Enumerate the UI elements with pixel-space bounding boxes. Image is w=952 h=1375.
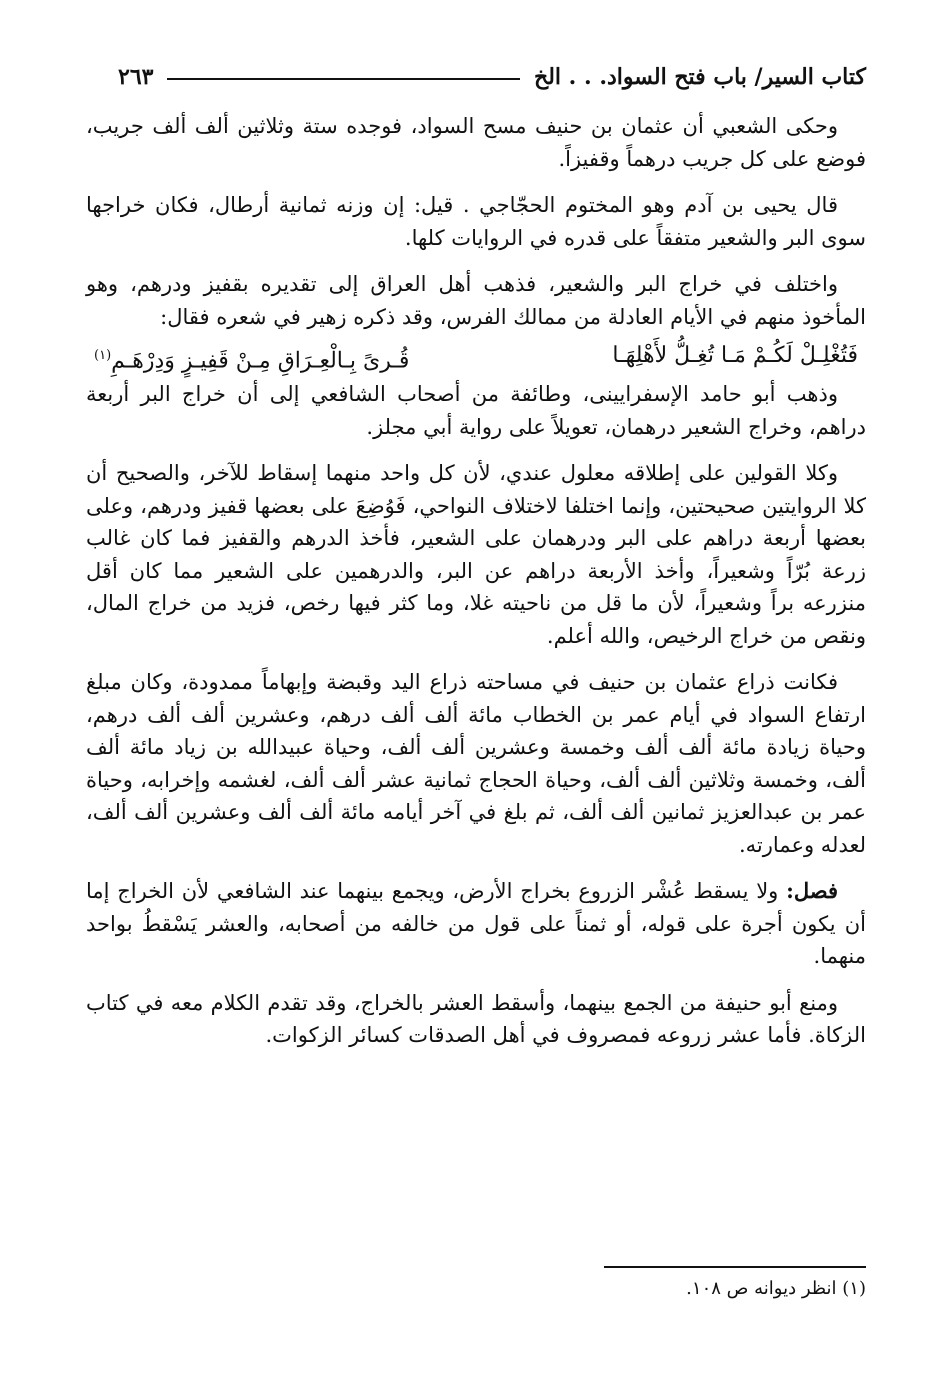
running-header bbox=[118, 60, 866, 94]
footnote-separator bbox=[604, 1266, 866, 1268]
paragraph: قال يحيى بن آدم وهو المختوم الحجّاجي . قيل: إن وزنه ثمانية أرطال، فكان خراجها سوى البر والشعير متفقاً على قدره في الروايات كلها. bbox=[86, 193, 866, 250]
verse-second-text: قُـرىً بِـالْعِـرَاقِ مِـنْ قَفِيـزٍ وَدِرْهَـمِ bbox=[111, 348, 410, 374]
page-number: ٢٦٣ bbox=[118, 64, 154, 90]
paragraph: ومنع أبو حنيفة من الجمع بينهما، وأسقط العشر بالخراج، وقد تقدم الكلام معه في كتاب الزكاة. فأما عشر زروعه فمصروف في أهل الصدقات كسائر الزكوات. bbox=[86, 990, 866, 1048]
main-text bbox=[86, 110, 866, 1066]
fasl-paragraph bbox=[86, 875, 866, 973]
poetry-verse bbox=[86, 339, 866, 378]
paragraph: فكانت ذراع عثمان بن حنيف في مساحته ذراع اليد وقبضة وإبهاماً ممدودة، وكان مبلغ ارتفاع السواد في أيام عمر بن الخطاب مائة ألف ألف درهم، وعشرين ألف ألف درهم، وحياة زيادة مائة ألف ألف وخمسة وعشرين ألف ألف، وحياة عبيدالله بن زياد مائة ألف ألف، وخمسة وثلاثين ألف ألف، وحياة الحجاج ثمانية عشر ألف ألف، لغشمه وإخرابه، وحياة عمر بن عبدالعزيز ثمانين ألف ألف، ثم بلغ في آخر أيامه مائة ألف ألف وعشرين ألف ألف، لعدله وعمارته. bbox=[86, 670, 866, 857]
header-rule bbox=[167, 78, 520, 80]
fasl-text: ولا يسقط عُشْر الزروع بخراج الأرض، ويجمع بينهما عند الشافعي لأن الخراج إما أن يكون أجرة على قوله، أو ثمناً على قول من خالفه من أصحابه، والعشر يَسْقطُ بواحد منهما. bbox=[86, 879, 866, 969]
footnote: (١) انظر ديوانه ص ١٠٨. bbox=[686, 1278, 866, 1299]
fasl-label: فصل: bbox=[786, 878, 838, 904]
paragraph: وحكى الشعبي أن عثمان بن حنيف مسح السواد، فوجده ستة وثلاثين ألف ألف جريب، فوضع على كل جريب درهماً وقفيزاً. bbox=[86, 114, 866, 171]
verse-first-hemistich: فَتُغْلِـلْ لَكُـمْ مَـا تُغِـلُّ لأَهْلِهَـا bbox=[612, 343, 858, 368]
paragraph: وذهب أبو حامد الإسفرايينى، وطائفة من أصحاب الشافعي إلى أن خراج البر أربعة دراهم، وخراج الشعير درهمان، تعويلاً على رواية أبي مجلز. bbox=[86, 382, 866, 439]
verse-second-hemistich bbox=[94, 339, 409, 378]
paragraph: وكلا القولين على إطلاقه معلول عندي، لأن كل واحد منهما إسقاط للآخر، والصحيح أن كلا الروايتين صحيحتين، وإنما اختلفا لاختلاف النواحي، فَوُضِعَ على بعضها قفيز ودرهم، وعلى بعضها أربعة دراهم على البر ودرهمان على الشعير، فأخذ الدرهم والقفيز فما كان غالب زرعة بُرّاً وشعيراً، وأخذ الأربعة دراهم عن البر، والدرهمين على الشعير مما كان أقل منزرعه براً وشعيراً، لأن ما قل من ناحيته غلا، وما كثر فيها رخص، فزيد من خراج المال، ونقص من خراج الرخيص، والله أعلم. bbox=[86, 461, 866, 648]
paragraph: واختلف في خراج البر والشعير، فذهب أهل العراق إلى تقديره بقفيز ودرهم، وهو المأخوذ منهم في الأيام العادلة من ممالك الفرس، وقد ذكره زهير في شعره فقال: bbox=[86, 272, 866, 329]
chapter-title: كتاب السير/ باب فتح السواد. . . الخ bbox=[534, 64, 866, 90]
footnote-reference: (١) bbox=[94, 348, 112, 363]
